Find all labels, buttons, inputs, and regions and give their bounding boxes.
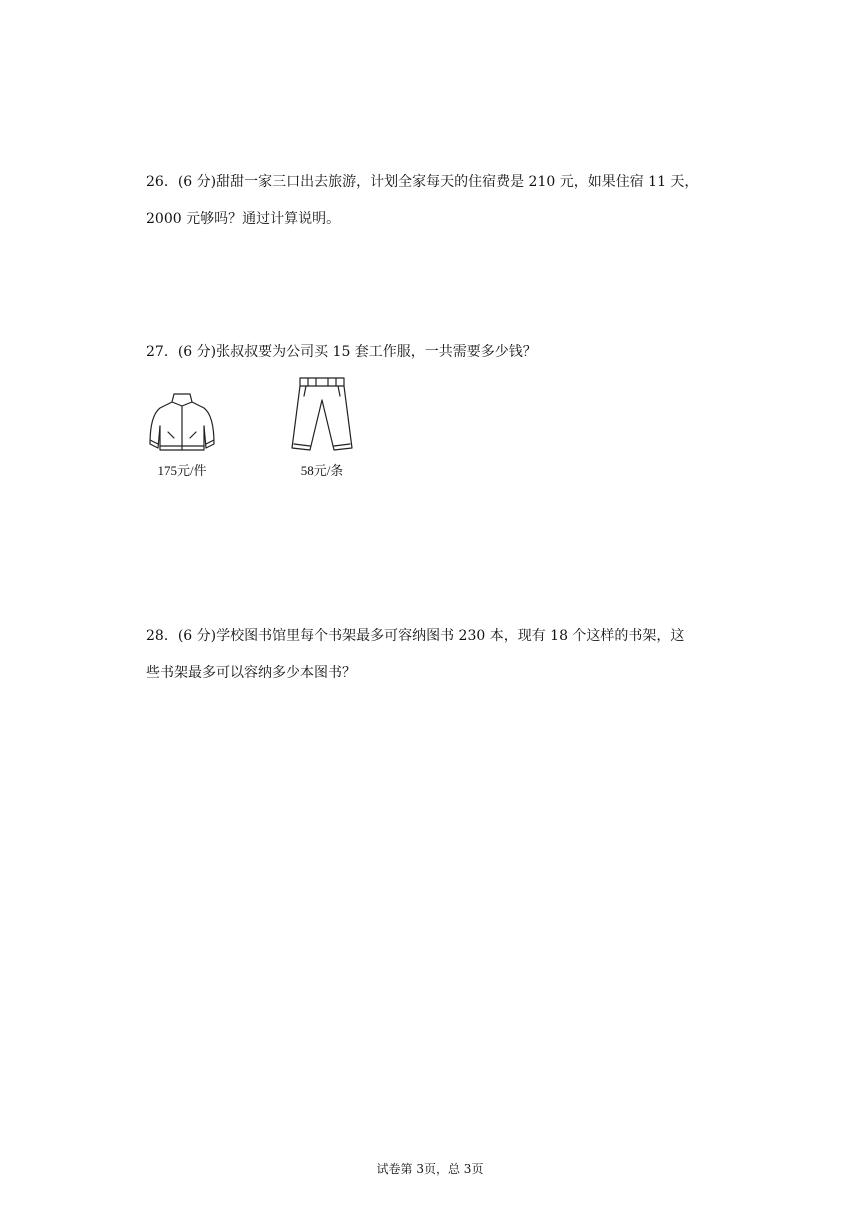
- pants-price: 58元/条: [300, 463, 344, 478]
- question-26-line-1: 26．(6 分)甜甜一家三口出去旅游，计划全家每天的住宿费是 210 元，如果住宿 11 天，: [146, 174, 699, 190]
- question-26-line-2: 2000 元够吗？通过计算说明。: [146, 211, 341, 227]
- pants-item: [282, 374, 362, 479]
- jacket-price: 175元/件: [157, 463, 207, 478]
- question-27: [146, 334, 726, 371]
- question-28-line-1: 28．(6 分)学校图书馆里每个书架最多可容纳图书 230 本，现有 18 个这样的书架，这: [146, 628, 685, 644]
- page-footer: 试卷第 3页，总 3页: [376, 1162, 484, 1176]
- pants-icon: [282, 374, 362, 458]
- question-28: [146, 618, 726, 692]
- jacket-item: [142, 388, 222, 479]
- jacket-icon: [142, 388, 222, 458]
- question-28-line-2: 些书架最多可以容纳多少本图书？: [146, 665, 356, 681]
- question-26: [146, 164, 726, 238]
- question-27-line-1: 27．(6 分)张叔叔要为公司买 15 套工作服，一共需要多少钱？: [146, 344, 537, 360]
